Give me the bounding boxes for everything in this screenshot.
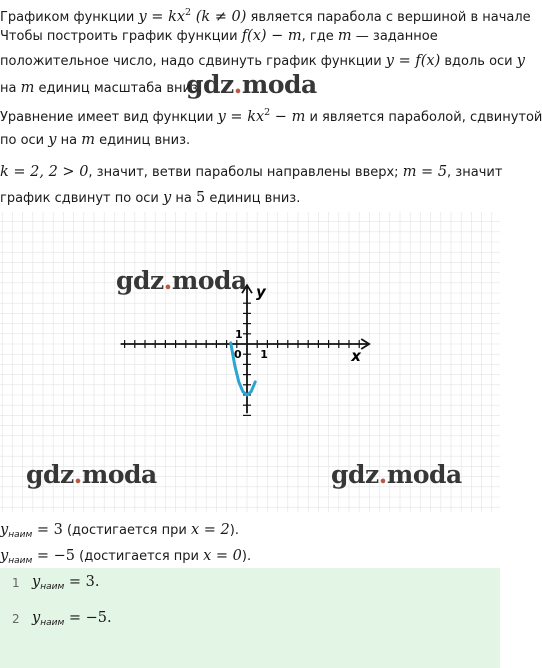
solution-line-3: положительное число, надо сдвинуть график функции y = f(x) вдоль оси y: [0, 53, 525, 69]
watermark: gdz.moda: [186, 70, 317, 99]
watermark-graph-right: gdz.moda: [331, 460, 462, 489]
answer-text: $y_{наим} = 3$.: [32, 574, 100, 592]
result-line-1: $y_{наим} = 3$ (достигается при x = 2).: [0, 522, 239, 540]
solution-line-7: k = 2, 2 > 0, значит, ветви параболы направлены вверх; m = 5, значит: [0, 164, 503, 180]
solution-line-5: Уравнение имеет вид функции $y = kx^2 - m$ и является параболой, сдвинутой: [0, 107, 542, 125]
answer-text: $y_{наим} = -5$.: [32, 610, 112, 628]
watermark-graph-left: gdz.moda: [26, 460, 157, 489]
y-tick-label-1: 1: [235, 327, 243, 341]
origin-label: 0: [234, 348, 242, 361]
solution-line-1: Графиком функции $y = kx^2$ (k ≠ 0) является парабола с вершиной в начале: [0, 7, 531, 25]
solution-line-2: Чтобы построить график функции f(x) − m, где m — заданное: [0, 28, 438, 44]
answer-item: [0, 574, 500, 594]
answer-item: [0, 610, 500, 630]
graph-axes: [121, 285, 370, 415]
solution-line-6: по оси y на m единиц вниз.: [0, 132, 191, 148]
y-axis-label: y: [256, 283, 266, 302]
solution-line-8: график сдвинут по оси y на 5 единиц вниз.: [0, 190, 301, 206]
answer-number: 1: [12, 576, 20, 590]
x-axis-label: x: [351, 347, 361, 365]
solution-line-4: на m единиц масштаба вниз.: [0, 80, 202, 96]
watermark-graph-top: gdz.moda: [116, 266, 247, 295]
result-line-2: $y_{наим} = -5$ (достигается при x = 0).: [0, 548, 252, 566]
answer-number: 2: [12, 612, 20, 626]
x-tick-label-1: 1: [260, 348, 268, 361]
answer-box: [0, 568, 500, 668]
